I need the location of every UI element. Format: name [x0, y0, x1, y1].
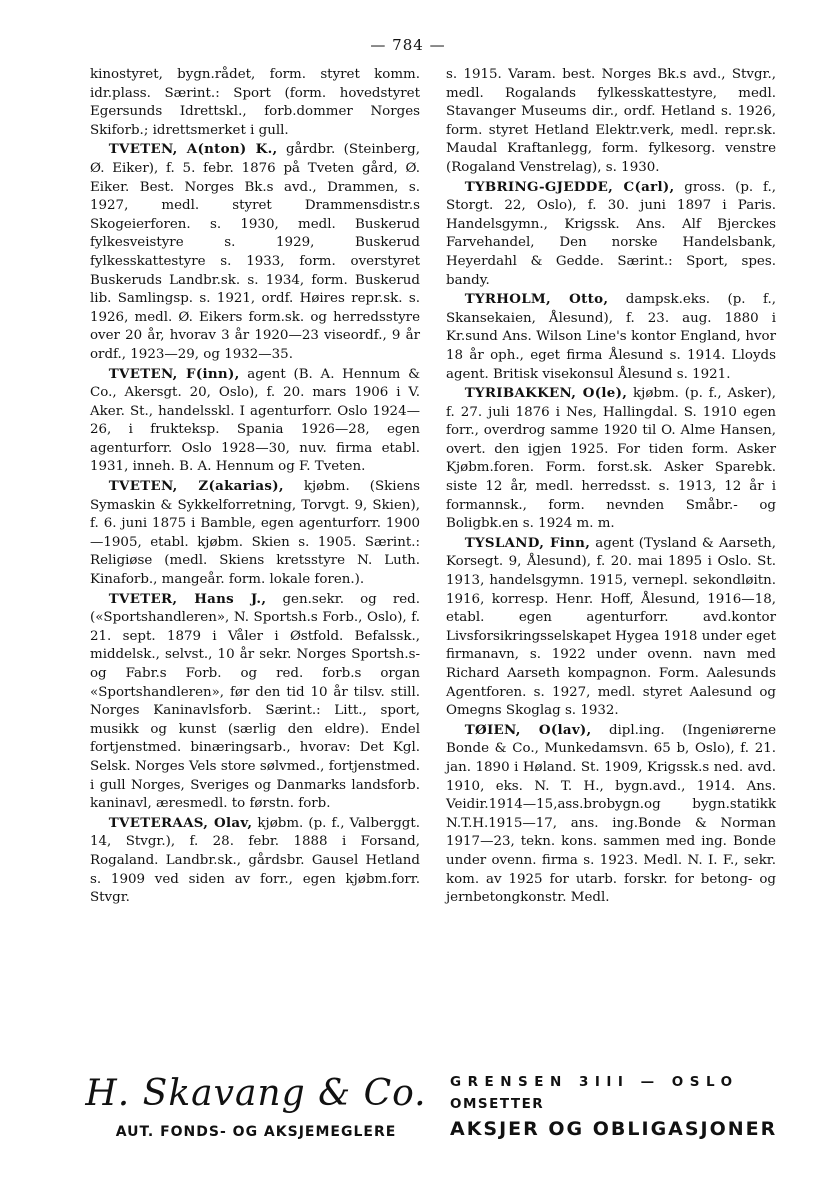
advertisement-broker	[84, 1070, 428, 1140]
entry-name: TVETEN, A(nton) K.,	[108, 141, 278, 158]
entry-name: TVETEN, F(inn),	[108, 365, 240, 382]
entry	[446, 290, 776, 384]
left-column	[90, 66, 420, 908]
entry-text: gårdbr. (Steinberg, Ø. Eiker), f. 5. febr. 1876 på Tveten gård, Ø. Eiker. Best. Norges Bk.s avd., Drammen, s. 1927, medl. styret Drammensdistr.s Skogeierforen. s. 1930, medl. Buskerud fylkesveistyre s. 1929, Buskerud fylkesskattestyre s. 1933, form. overstyret Buskeruds Landbr.sk. s. 1934, form. Buskerud lib. Samlingsp. s. 1921, ordf. Høires repr.sk. s. 1926, medl. Ø. Eikers form.sk. og herredsstyre over 20 år, hvorav 3 år 1920—23 viseordf., 9 år ordf., 1923—29, og 1932—35.	[90, 142, 420, 362]
entry-text: agent (B. A. Hennum & Co., Akersgt. 20, Oslo), f. 20. mars 1906 i V. Aker. St., handelsskl. I agenturforr. Oslo 1924—26, i frukteksp. Spania 1926—28, egen agenturforr. Oslo 1928—30, nuv. firma etabl. 1931, inneh. B. A. Hennum og F. Tveten.	[90, 366, 421, 475]
entry	[90, 140, 420, 364]
entry	[90, 365, 420, 478]
entry-text: kjøbm. (p. f., Asker), f. 27. juli 1876 i Nes, Hallingdal. S. 1910 egen forr., overdrog samme 1920 til O. Alme Hansen, overt. den igjen 1925. For tiden form. Asker Kjøbm.foren. Form. forst.sk. Asker Sparebk. siste 12 år, medl. herredsst. s. 1913, 12 år i formannsk., form. nevnden Småbr.- og Boligbk.en s. 1924 m. m.	[446, 386, 776, 532]
entry-name: TVETER, Hans J.,	[108, 590, 267, 607]
entry	[90, 477, 420, 590]
company-logo: H. Skavang & Co.	[85, 1073, 427, 1114]
entry-name: TYRIBAKKEN, O(le),	[464, 385, 628, 402]
advertisement-address	[450, 1074, 780, 1140]
entry	[446, 721, 776, 908]
entry-text: gross. (p. f., Storgt. 22, Oslo), f. 30. juni 1897 i Paris. Handelsgymn., Krigssk. Ans. Alf Bjerckes Farvehandel, Den norske Handelsbank, Heyerdahl & Gedde. Særint.: Sport, spes. bandy.	[446, 179, 776, 288]
entry-text: dampsk.eks. (p. f., Skansekaien, Ålesund), f. 23. aug. 1880 i Kr.sund Ans. Wilson Line's kontor England, hvor 18 år oph., eget firma Ålesund s. 1914. Lloyds agent. Britisk visekonsul Ålesund s. 1921.	[446, 292, 776, 382]
entry-text: kjøbm. (Skiens Symaskin & Sykkelforretning, Torvgt. 9, Skien), f. 6. juni 1875 i Bamble, egen agenturforr. 1900—1905, etabl. kjøbm. Skien s. 1905. Særint.: Religiøse (medl. Skiens kretsstyre N. Luth. Kinaforb., mangeår. form. lokale foren.).	[90, 479, 420, 588]
page-number: — 784 —	[370, 36, 446, 54]
entry-name: TVETEN, Z(akarias),	[108, 478, 284, 495]
entry-text: gen.sekr. og red. («Sportshandleren», N. Sportsh.s Forb., Oslo), f. 21. sept. 1879 i Våler i Østfold. Befalssk., middelsk., selvst., 10 år sekr. Norges Sportsh.s- og Fabr.s Forb. og red. forb.s organ «Sportshandleren», før den tid 10 år tilsv. still. Norges Kaninavlsforb. Særint.: Litt., sport, musikk og kunst (særlig den eldre). Endel fortjenstmed. binæringsarb., hvorav: Det Kgl. Selsk. Norges Vels store sølvmed., fortjenstmed. i gull Norges, Sveriges og Danmarks landsforb. kaninavl, æresmedl. to førstn. forb.	[90, 591, 420, 812]
omsetter-line: OMSETTER	[450, 1096, 545, 1112]
entry-name: TVETERAAS, Olav,	[108, 814, 253, 831]
entry	[90, 814, 420, 908]
entry	[446, 384, 776, 534]
entry-name: TØIEN, O(lav),	[464, 721, 592, 738]
aksjer-line: AKSJER OG OBLIGASJONER	[450, 1118, 778, 1140]
entry-text: s. 1915. Varam. best. Norges Bk.s avd., Stvgr., medl. Rogalands fylkesskattestyre, medl. Stavanger Museums dir., ordf. Hetland s. 1926, form. styret Hetland Elektr.verk, medl. repr.sk. Maudal Kraftanlegg, form. fylkesorg. venstre (Rogaland Venstrelag), s. 1930.	[446, 67, 776, 175]
entry-name: TYRHOLM, Otto,	[464, 291, 609, 308]
entry-continuation	[446, 66, 776, 178]
entry-text: kinostyret, bygn.rådet, form. styret komm. idr.plass. Særint.: Sport (form. hovedstyret Egersunds Idrettskl., forb.dommer Norges Skiforb.; idrettsmerket i gull.	[90, 67, 420, 138]
entry	[446, 534, 776, 721]
right-column	[446, 66, 776, 908]
entry-text: kjøbm. (p. f., Valberggt. 14, Stvgr.), f. 28. febr. 1888 i Forsand, Rogaland. Landbr.sk., gårdsbr. Gausel Hetland s. 1909 ved siden av forr., egen kjøbm.forr. Stvgr.	[90, 815, 420, 906]
entry	[90, 590, 420, 814]
entry-text: agent (Tysland & Aarseth, Korsegt. 9, Ålesund), f. 20. mai 1895 i Oslo. St. 1913, handelsgymn. 1915, vernepl. sekondløitn. 1916, korresp. Henr. Hoff, Ålesund, 1916—18, etabl. egen agenturforr. avd.kontor Livsforsikringsselskapet Hygea 1918 under eget firmanavn, s. 1922 under ovenn. navn med Richard Aarseth kompagnon. Form. Aalesunds Agentforen. s. 1927, medl. styret Aalesund og Omegns Skoglag s. 1932.	[446, 535, 776, 719]
entry-name: TYBRING-GJEDDE, C(arl),	[464, 178, 675, 195]
company-subtitle: AUT. FONDS- OG AKSJEMEGLERE	[115, 1124, 397, 1140]
entry	[446, 178, 776, 291]
entry-continuation	[90, 66, 420, 140]
address-line: GRENSEN 3III — OSLO	[450, 1074, 739, 1090]
entry-name: TYSLAND, Finn,	[464, 534, 591, 551]
entry-text: dipl.ing. (Ingeniørerne Bonde & Co., Munkedamsvn. 65 b, Oslo), f. 21. jan. 1890 i Høland. St. 1909, Krigssk.s ned. avd. 1910, eks. N. T. H., bygn.avd., 1914. Ans. Veidir.1914—15,ass.brobygn.og bygn.statikk N.T.H.1915—17, ans. ing.Bonde & Norman 1917—23, tekn. kons. sammen med ing. Bonde under ovenn. firma s. 1923. Medl. N. I. F., sekr. kom. av 1925 for utarb. forskr. for betong- og jernbetongkonstr. Medl.	[446, 722, 776, 906]
